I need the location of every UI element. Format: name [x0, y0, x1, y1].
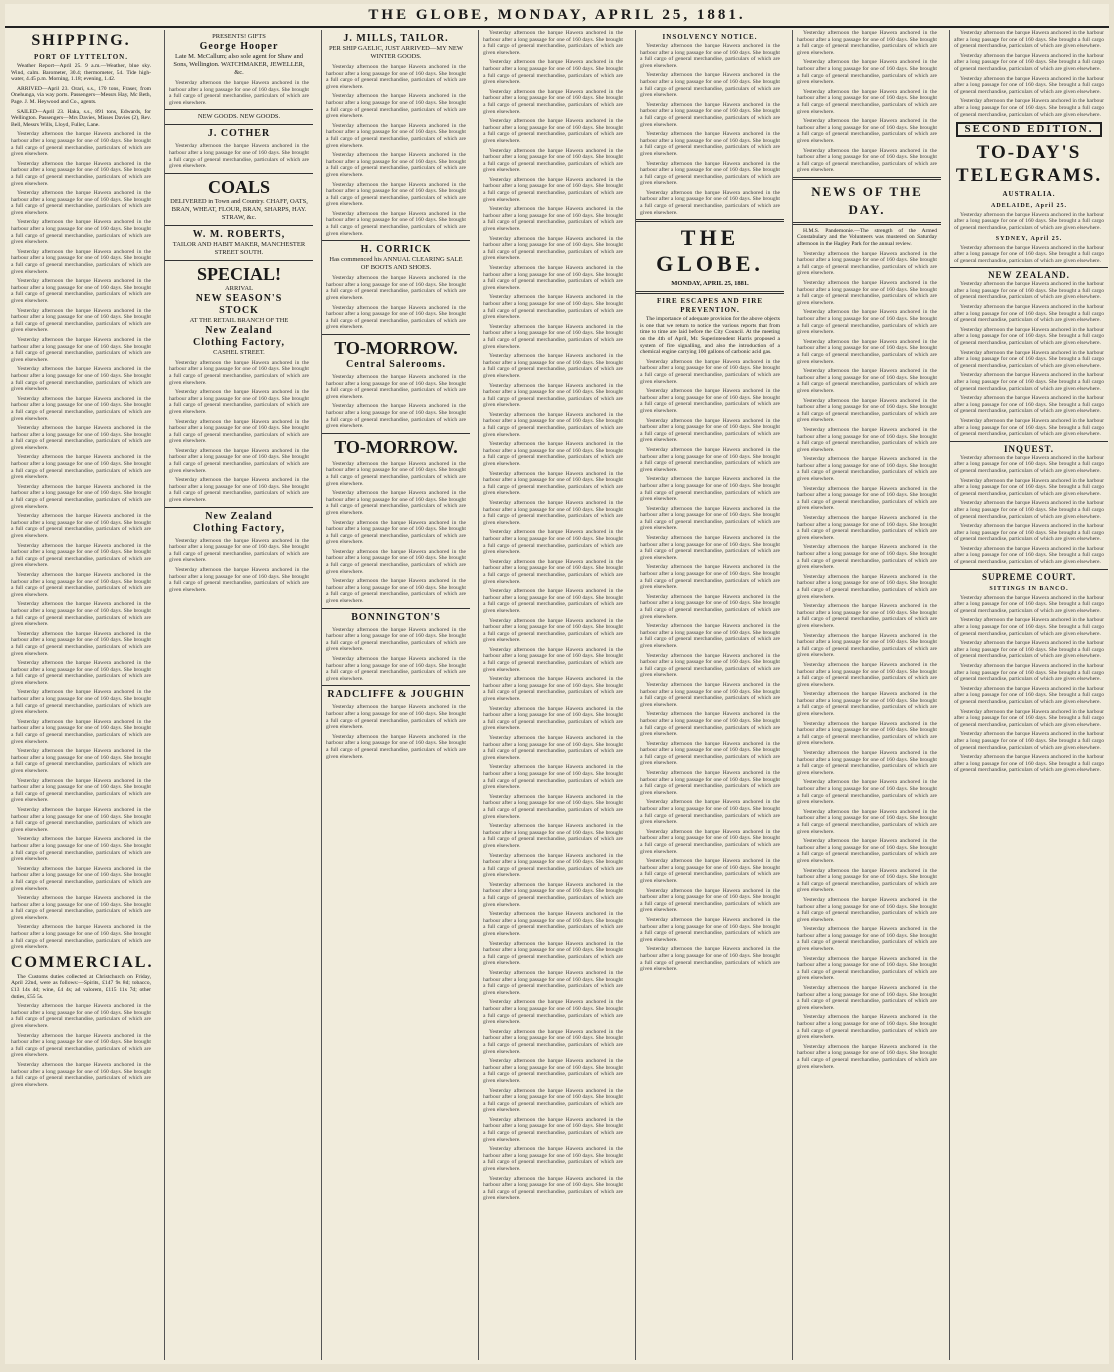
shipping-text: Yesterday afternoon the barque Hawera anchored in the harbour after a long passage for one of 160 days. She brought a full cargo of general merchandise, particulars of which are given elsewhere.: [11, 718, 151, 745]
hooper-name: George Hooper: [199, 41, 279, 52]
radcliffe-advert: RADCLIFFE & JOUGHIN: [322, 685, 470, 704]
news-text: H.M.S. Pandemonie.—The strength of the Armed Constabulary and the Volunteers was mustered on Saturday afternoon in the Hagley Park for the annual review.: [797, 227, 937, 248]
shipping-text: Yesterday afternoon the barque Hawera anchored in the harbour after a long passage for one of 160 days. She brought a full cargo of general merchandise, particulars of which are given elsewhere.: [11, 630, 151, 657]
column-5: INSOLVENCY NOTICE. Yesterday afternoon the barque Hawera anchored in the harbour after a long passage for one of 160 days. She brought a full cargo of general merchandise, particulars of which are given elsewhere. Yesterday afternoon the barque Hawera anchored in the harbour after a long passage for one of 160 days. She brought a full cargo of general merchandise, particulars of which are given elsewhere. Yesterday afternoon the barque Hawera anchored in the harbour after a long passage for one of 160 days. She brought a full cargo of general merchandise, particulars of which are given elsewhere. Yesterday afternoon the barque Hawera anchored in the harbour after a long passage for one of 160 days. She brought a full cargo of general merchandise, particulars of which are given elsewhere. Yesterday afternoon the barque Hawera anchored in the harbour after a long passage for one of 160 days. She brought a full cargo of general merchandise, particulars of which are given elsewhere. Yesterday afternoon the barque Hawera anchored in the harbour after a long passage for one of 160 days. She brought a full cargo of general merchandise, particulars of which are given elsewhere. THE GLOBE. MONDAY, APRIL 25, 1881. FIRE ESCAPES AND FIRE PREVENTION. The importance of adequate provision for the above objects is one that we return to notice the various reports that from time to time are laid before the City Council. At the meeting on the 4th of April, Mr. Superintendent Harris proposed a system of fire signalling, and also the introduction of a chemical engine carrying 100 gallons of carbonic acid gas. Yesterday afternoon the barque Hawera anchored in the harbour after a long passage for one of 160 days. She brought a full cargo of general merchandise, particulars of which are given elsewhere. Yesterday afternoon the barque Hawera anchored in the harbour after a long passage for one of 160 days. She brought a full cargo of general merchandise, particulars of which are given elsewhere. Yesterday afternoon the barque Hawera anchored in the harbour after a long passage for one of 160 days. She brought a full cargo of general merchandise, particulars of which are given elsewhere. Yesterday afternoon the barque Hawera anchored in the harbour after a long passage for one of 160 days. She brought a full cargo of general merchandise, particulars of which are given elsewhere. Yesterday afternoon the barque Hawera anchored in the harbour after a long passage for one of 160 days. She brought a full cargo of general merchandise, particulars of which are given elsewhere. Yesterday afternoon the barque Hawera anchored in the harbour after a long passage for one of 160 days. She brought a full cargo of general merchandise, particulars of which are given elsewhere. Yesterday afternoon the barque Hawera anchored in the harbour after a long passage for one of 160 days. She brought a full cargo of general merchandise, particulars of which are given elsewhere. Yesterday afternoon the barque Hawera anchored in the harbour after a long passage for one of 160 days. She brought a full cargo of general merchandise, particulars of which are given elsewhere. Yesterday afternoon the barque Hawera anchored in the harbour after a long passage for one of 160 days. She brought a full cargo of general merchandise, particulars of which are given elsewhere. Yesterday afternoon the barque Hawera anchored in the harbour after a long passage for one of 160 days. She brought a full cargo of general merchandise, particulars of which are given elsewhere. Yesterday afternoon the barque Hawera anchored in the harbour after a long passage for one of 160 days. She brought a full cargo of general merchandise, particulars of which are given elsewhere. Yesterday afternoon the barque Hawera anchored in the harbour after a long passage for one of 160 days. She brought a full cargo of general merchandise, particulars of which are given elsewhere. Yesterday afternoon the barque Hawera anchored in the harbour after a long passage for one of 160 days. She brought a full cargo of general merchandise, particulars of which are given elsewhere. Yesterday afternoon the barque Hawera anchored in the harbour after a long passage for one of 160 days. She brought a full cargo of general merchandise, particulars of which are given elsewhere. Yesterday afternoon the barque Hawera anchored in the harbour after a long passage for one of 160 days. She brought a full cargo of general merchandise, particulars of which are given elsewhere. Yesterday afternoon the barque Hawera anchored in the harbour after a long passage for one of 160 days. She brought a full cargo of general merchandise, particulars of which are given elsewhere. Yesterday afternoon the barque Hawera anchored in the harbour after a long passage for one of 160 days. She brought a full cargo of general merchandise, particulars of which are given elsewhere. Yesterday afternoon the barque Hawera anchored in the harbour after a long passage for one of 160 days. She brought a full cargo of general merchandise, particulars of which are given elsewhere. Yesterday afternoon the barque Hawera anchored in the harbour after a long passage for one of 160 days. She brought a full cargo of general merchandise, particulars of which are given elsewhere. Yesterday afternoon the barque Hawera anchored in the harbour after a long passage for one of 160 days. She brought a full cargo of general merchandise, particulars of which are given elsewhere. Yesterday afternoon the barque Hawera anchored in the harbour after a long passage for one of 160 days. She brought a full cargo of general merchandise, particulars of which are given elsewhere.: [635, 30, 784, 1360]
second-edition-heading: SECOND EDITION.: [956, 122, 1102, 137]
shipping-text: Yesterday afternoon the barque Hawera anchored in the harbour after a long passage for one of 160 days. She brought a full cargo of general merchandise, particulars of which are given elsewhere.: [11, 278, 151, 304]
insolvency-heading: INSOLVENCY NOTICE.: [662, 33, 758, 41]
paper-title: THE GLOBE.: [656, 225, 764, 277]
bonnington-advert: BONNINGTON'S: [322, 608, 470, 627]
clothing-factory-advert: SPECIAL! ARRIVAL NEW SEASON'S STOCK AT THE RETAIL BRANCH OF THE New Zealand Clothing Factory, CASHEL STREET.: [165, 260, 313, 360]
commercial-text: Yesterday afternoon the barque Hawera anchored in the harbour after a long passage for one of 160 days. She brought a full cargo of general merchandise, particulars of which are given elsewhere.: [11, 1032, 151, 1059]
mills-advert: J. MILLS, TAILOR. PER SHIP GAELIC, JUST ARRIVED—MY NEW WINTER GOODS.: [328, 33, 464, 60]
shipping-text: Yesterday afternoon the barque Hawera anchored in the harbour after a long passage for one of 160 days. She brought a full cargo of general merchandise, particulars of which are given elsewhere.: [11, 160, 151, 187]
shipping-text: Yesterday afternoon the barque Hawera anchored in the harbour after a long passage for one of 160 days. She brought a full cargo of general merchandise, particulars of which are given elsewhere.: [11, 190, 151, 216]
adelaide-dateline: ADELAIDE, April 25.: [990, 202, 1067, 209]
inquest-heading: INQUEST.: [1003, 443, 1055, 454]
australia-heading: AUSTRALIA.: [1002, 189, 1056, 198]
news-heading: NEWS OF THE DAY.: [811, 183, 923, 217]
sittings-heading: SITTINGS IN BANCO.: [989, 585, 1069, 592]
newspaper-page: [5, 4, 1109, 1364]
column-4: Yesterday afternoon the barque Hawera anchored in the harbour after a long passage for one of 160 days. She brought a full cargo of general merchandise, particulars of which are given elsewhere. Yesterday afternoon the barque Hawera anchored in the harbour after a long passage for one of 160 days. She brought a full cargo of general merchandise, particulars of which are given elsewhere. Yesterday afternoon the barque Hawera anchored in the harbour after a long passage for one of 160 days. She brought a full cargo of general merchandise, particulars of which are given elsewhere. Yesterday afternoon the barque Hawera anchored in the harbour after a long passage for one of 160 days. She brought a full cargo of general merchandise, particulars of which are given elsewhere. Yesterday afternoon the barque Hawera anchored in the harbour after a long passage for one of 160 days. She brought a full cargo of general merchandise, particulars of which are given elsewhere. Yesterday afternoon the barque Hawera anchored in the harbour after a long passage for one of 160 days. She brought a full cargo of general merchandise, particulars of which are given elsewhere. Yesterday afternoon the barque Hawera anchored in the harbour after a long passage for one of 160 days. She brought a full cargo of general merchandise, particulars of which are given elsewhere. Yesterday afternoon the barque Hawera anchored in the harbour after a long passage for one of 160 days. She brought a full cargo of general merchandise, particulars of which are given elsewhere. Yesterday afternoon the barque Hawera anchored in the harbour after a long passage for one of 160 days. She brought a full cargo of general merchandise, particulars of which are given elsewhere. Yesterday afternoon the barque Hawera anchored in the harbour after a long passage for one of 160 days. She brought a full cargo of general merchandise, particulars of which are given elsewhere. Yesterday afternoon the barque Hawera anchored in the harbour after a long passage for one of 160 days. She brought a full cargo of general merchandise, particulars of which are given elsewhere. Yesterday afternoon the barque Hawera anchored in the harbour after a long passage for one of 160 days. She brought a full cargo of general merchandise, particulars of which are given elsewhere. Yesterday afternoon the barque Hawera anchored in the harbour after a long passage for one of 160 days. She brought a full cargo of general merchandise, particulars of which are given elsewhere. Yesterday afternoon the barque Hawera anchored in the harbour after a long passage for one of 160 days. She brought a full cargo of general merchandise, particulars of which are given elsewhere. Yesterday afternoon the barque Hawera anchored in the harbour after a long passage for one of 160 days. She brought a full cargo of general merchandise, particulars of which are given elsewhere. Yesterday afternoon the barque Hawera anchored in the harbour after a long passage for one of 160 days. She brought a full cargo of general merchandise, particulars of which are given elsewhere. Yesterday afternoon the barque Hawera anchored in the harbour after a long passage for one of 160 days. She brought a full cargo of general merchandise, particulars of which are given elsewhere. Yesterday afternoon the barque Hawera anchored in the harbour after a long passage for one of 160 days. She brought a full cargo of general merchandise, particulars of which are given elsewhere. Yesterday afternoon the barque Hawera anchored in the harbour after a long passage for one of 160 days. She brought a full cargo of general merchandise, particulars of which are given elsewhere. Yesterday afternoon the barque Hawera anchored in the harbour after a long passage for one of 160 days. She brought a full cargo of general merchandise, particulars of which are given elsewhere. Yesterday afternoon the barque Hawera anchored in the harbour after a long passage for one of 160 days. She brought a full cargo of general merchandise, particulars of which are given elsewhere. Yesterday afternoon the barque Hawera anchored in the harbour after a long passage for one of 160 days. She brought a full cargo of general merchandise, particulars of which are given elsewhere. Yesterday afternoon the barque Hawera anchored in the harbour after a long passage for one of 160 days. She brought a full cargo of general merchandise, particulars of which are given elsewhere. Yesterday afternoon the barque Hawera anchored in the harbour after a long passage for one of 160 days. She brought a full cargo of general merchandise, particulars of which are given elsewhere. Yesterday afternoon the barque Hawera anchored in the harbour after a long passage for one of 160 days. She brought a full cargo of general merchandise, particulars of which are given elsewhere. Yesterday afternoon the barque Hawera anchored in the harbour after a long passage for one of 160 days. She brought a full cargo of general merchandise, particulars of which are given elsewhere. Yesterday afternoon the barque Hawera anchored in the harbour after a long passage for one of 160 days. She brought a full cargo of general merchandise, particulars of which are given elsewhere. Yesterday afternoon the barque Hawera anchored in the harbour after a long passage for one of 160 days. She brought a full cargo of general merchandise, particulars of which are given elsewhere. Yesterday afternoon the barque Hawera anchored in the harbour after a long passage for one of 160 days. She brought a full cargo of general merchandise, particulars of which are given elsewhere. Yesterday afternoon the barque Hawera anchored in the harbour after a long passage for one of 160 days. She brought a full cargo of general merchandise, particulars of which are given elsewhere. Yesterday afternoon the barque Hawera anchored in the harbour after a long passage for one of 160 days. She brought a full cargo of general merchandise, particulars of which are given elsewhere. Yesterday afternoon the barque Hawera anchored in the harbour after a long passage for one of 160 days. She brought a full cargo of general merchandise, particulars of which are given elsewhere. Yesterday afternoon the barque Hawera anchored in the harbour after a long passage for one of 160 days. She brought a full cargo of general merchandise, particulars of which are given elsewhere. Yesterday afternoon the barque Hawera anchored in the harbour after a long passage for one of 160 days. She brought a full cargo of general merchandise, particulars of which are given elsewhere. Yesterday afternoon the barque Hawera anchored in the harbour after a long passage for one of 160 days. She brought a full cargo of general merchandise, particulars of which are given elsewhere. Yesterday afternoon the barque Hawera anchored in the harbour after a long passage for one of 160 days. She brought a full cargo of general merchandise, particulars of which are given elsewhere. Yesterday afternoon the barque Hawera anchored in the harbour after a long passage for one of 160 days. She brought a full cargo of general merchandise, particulars of which are given elsewhere. Yesterday afternoon the barque Hawera anchored in the harbour after a long passage for one of 160 days. She brought a full cargo of general merchandise, particulars of which are given elsewhere. Yesterday afternoon the barque Hawera anchored in the harbour after a long passage for one of 160 days. She brought a full cargo of general merchandise, particulars of which are given elsewhere. Yesterday afternoon the barque Hawera anchored in the harbour after a long passage for one of 160 days. She brought a full cargo of general merchandise, particulars of which are given elsewhere.: [478, 30, 627, 1360]
arrived-report: ARRIVED—April 23. Orari, s.s., 170 tons, Fraser, from Onehunga, via way ports. Passengers—Messrs Hay, Mc Beth, Page. J. M. Heywood and Co., agents.: [11, 85, 151, 105]
commercial-text: The Customs duties collected at Christchurch on Friday, April 22nd, were as follows:—Spirits, £147 9s 8d; tobacco, £13 14s 4d; wine, £4 4s; ad valorem, £115 11s 7d; other duties, £55 5s.: [11, 973, 151, 1000]
weather-report: Weather Report—April 25. 9 a.m.—Weather, blue sky. Wind, calm. Barometer, 30.4; thermometer, 54. Tide high-water, 4.45 p.m. Morning, 1.18; evening, 1.42.: [11, 63, 151, 83]
shipping-text: Yesterday afternoon the barque Hawera anchored in the harbour after a long passage for one of 160 days. She brought a full cargo of general merchandise, particulars of which are given elsewhere.: [11, 483, 151, 510]
shipping-text: Yesterday afternoon the barque Hawera anchored in the harbour after a long passage for one of 160 days. She brought a full cargo of general merchandise, particulars of which are given elsewhere.: [11, 248, 151, 275]
shipping-text: Yesterday afternoon the barque Hawera anchored in the harbour after a long passage for one of 160 days. She brought a full cargo of general merchandise, particulars of which are given elsewhere.: [11, 601, 151, 628]
shipping-text: Yesterday afternoon the barque Hawera anchored in the harbour after a long passage for one of 160 days. She brought a full cargo of general merchandise, particulars of which are given elsewhere.: [11, 571, 151, 598]
clothing-factory-advert-2: New Zealand Clothing Factory,: [165, 507, 313, 538]
paper-date: MONDAY, APRIL 25, 1881.: [671, 280, 749, 288]
column-1: [7, 30, 155, 1360]
shipping-text: Yesterday afternoon the barque Hawera anchored in the harbour after a long passage for one of 160 days. She brought a full cargo of general merchandise, particulars of which are given elsewhere.: [11, 131, 151, 158]
shipping-text: Yesterday afternoon the barque Hawera anchored in the harbour after a long passage for one of 160 days. She brought a full cargo of general merchandise, particulars of which are given elsewhere.: [11, 513, 151, 539]
shipping-text: Yesterday afternoon the barque Hawera anchored in the harbour after a long passage for one of 160 days. She brought a full cargo of general merchandise, particulars of which are given elsewhere.: [11, 395, 151, 422]
shipping-text: Yesterday afternoon the barque Hawera anchored in the harbour after a long passage for one of 160 days. She brought a full cargo of general merchandise, particulars of which are given elsewhere.: [11, 425, 151, 451]
roberts-advert: W. M. ROBERTS, TAILOR AND HABIT MAKER, MANCHESTER STREET SOUTH.: [165, 225, 313, 260]
masthead-line: THE GLOBE, MONDAY, APRIL 25, 1881.: [368, 6, 746, 23]
shipping-text: Yesterday afternoon the barque Hawera anchored in the harbour after a long passage for one of 160 days. She brought a full cargo of general merchandise, particulars of which are given elsewhere.: [11, 336, 151, 363]
new-goods-advert: NEW GOODS. NEW GOODS.: [165, 109, 313, 124]
shipping-text: Yesterday afternoon the barque Hawera anchored in the harbour after a long passage for one of 160 days. She brought a full cargo of general merchandise, particulars of which are given elsewhere.: [11, 219, 151, 246]
corrick-advert: H. CORRICK Has commenced his ANNUAL CLEARING SALE OF BOOTS AND SHOES.: [322, 240, 470, 275]
port-heading: PORT OF LYTTELTON.: [34, 53, 128, 61]
shipping-text: Yesterday afternoon the barque Hawera anchored in the harbour after a long passage for one of 160 days. She brought a full cargo of general merchandise, particulars of which are given elsewhere.: [11, 366, 151, 393]
shipping-text: Yesterday afternoon the barque Hawera anchored in the harbour after a long passage for one of 160 days. She brought a full cargo of general merchandise, particulars of which are given elsewhere.: [11, 865, 151, 892]
shipping-text: Yesterday afternoon the barque Hawera anchored in the harbour after a long passage for one of 160 days. She brought a full cargo of general merchandise, particulars of which are given elsewhere.: [11, 454, 151, 481]
commercial-text: Yesterday afternoon the barque Hawera anchored in the harbour after a long passage for one of 160 days. She brought a full cargo of general merchandise, particulars of which are given elsewhere.: [11, 1061, 151, 1088]
shipping-text: Yesterday afternoon the barque Hawera anchored in the harbour after a long passage for one of 160 days. She brought a full cargo of general merchandise, particulars of which are given elsewhere.: [11, 806, 151, 833]
editorial-text: The importance of adequate provision for the above objects is one that we return to notice the various reports that from time to time are laid before the City Council. At the meeting on the 4th of April, Mr. Superintendent Harris proposed a system of fire signalling, and also the introduction of a chemical engine carrying 100 gallons of carbonic acid gas.: [640, 316, 780, 356]
shipping-text: Yesterday afternoon the barque Hawera anchored in the harbour after a long passage for one of 160 days. She brought a full cargo of general merchandise, particulars of which are given elsewhere.: [11, 689, 151, 716]
shipping-text: Yesterday afternoon the barque Hawera anchored in the harbour after a long passage for one of 160 days. She brought a full cargo of general merchandise, particulars of which are given elsewhere.: [11, 924, 151, 951]
shipping-heading: SHIPPING.: [31, 32, 131, 49]
masthead: [5, 4, 1109, 28]
hooper-advert: PRESENTS! GIFTS George Hooper Late M. McCallum; also sole agent for Shaw and Sons, Wellington. WATCHMAKER, JEWELLER, &c.: [165, 30, 313, 80]
cother-advert: J. COTHER: [165, 124, 313, 143]
coals-advert: COALS DELIVERED in Town and Country. CHAFF, OATS, BRAN, WHEAT, FLOUR, BRAN, SHARPS, HAY. STRAW, &c.: [165, 173, 313, 225]
column-2: PRESENTS! GIFTS George Hooper Late M. McCallum; also sole agent for Shaw and Sons, Wellington. WATCHMAKER, JEWELLER, &c. Yesterday afternoon the barque Hawera anchored in the harbour after a long passage for one of 160 days. She brought a full cargo of general merchandise, particulars of which are given elsewhere. NEW GOODS. NEW GOODS. J. COTHER Yesterday afternoon the barque Hawera anchored in the harbour after a long passage for one of 160 days. She brought a full cargo of general merchandise, particulars of which are given elsewhere. COALS DELIVERED in Town and Country. CHAFF, OATS, BRAN, WHEAT, FLOUR, BRAN, SHARPS, HAY. STRAW, &c. W. M. ROBERTS, TAILOR AND HABIT MAKER, MANCHESTER STREET SOUTH. SPECIAL! ARRIVAL NEW SEASON'S STOCK AT THE RETAIL BRANCH OF THE New Zealand Clothing Factory, CASHEL STREET. Yesterday afternoon the barque Hawera anchored in the harbour after a long passage for one of 160 days. She brought a full cargo of general merchandise, particulars of which are given elsewhere. Yesterday afternoon the barque Hawera anchored in the harbour after a long passage for one of 160 days. She brought a full cargo of general merchandise, particulars of which are given elsewhere. Yesterday afternoon the barque Hawera anchored in the harbour after a long passage for one of 160 days. She brought a full cargo of general merchandise, particulars of which are given elsewhere. Yesterday afternoon the barque Hawera anchored in the harbour after a long passage for one of 160 days. She brought a full cargo of general merchandise, particulars of which are given elsewhere. Yesterday afternoon the barque Hawera anchored in the harbour after a long passage for one of 160 days. She brought a full cargo of general merchandise, particulars of which are given elsewhere. New Zealand Clothing Factory, Yesterday afternoon the barque Hawera anchored in the harbour after a long passage for one of 160 days. She brought a full cargo of general merchandise, particulars of which are given elsewhere. Yesterday afternoon the barque Hawera anchored in the harbour after a long passage for one of 160 days. She brought a full cargo of general merchandise, particulars of which are given elsewhere.: [164, 30, 313, 1360]
editorial-heading: FIRE ESCAPES AND FIRE PREVENTION.: [657, 297, 763, 315]
tomorrow-sale-advert-2: TO-MORROW.: [322, 433, 470, 461]
shipping-text: Yesterday afternoon the barque Hawera anchored in the harbour after a long passage for one of 160 days. She brought a full cargo of general merchandise, particulars of which are given elsewhere.: [11, 748, 151, 774]
supreme-court-heading: SUPREME COURT.: [981, 571, 1077, 582]
tomorrow-sale-advert: TO-MORROW. Central Salerooms.: [322, 334, 470, 374]
commercial-text: Yesterday afternoon the barque Hawera anchored in the harbour after a long passage for one of 160 days. She brought a full cargo of general merchandise, particulars of which are given elsewhere.: [11, 1003, 151, 1029]
column-6: Yesterday afternoon the barque Hawera anchored in the harbour after a long passage for one of 160 days. She brought a full cargo of general merchandise, particulars of which are given elsewhere. Yesterday afternoon the barque Hawera anchored in the harbour after a long passage for one of 160 days. She brought a full cargo of general merchandise, particulars of which are given elsewhere. Yesterday afternoon the barque Hawera anchored in the harbour after a long passage for one of 160 days. She brought a full cargo of general merchandise, particulars of which are given elsewhere. Yesterday afternoon the barque Hawera anchored in the harbour after a long passage for one of 160 days. She brought a full cargo of general merchandise, particulars of which are given elsewhere. Yesterday afternoon the barque Hawera anchored in the harbour after a long passage for one of 160 days. She brought a full cargo of general merchandise, particulars of which are given elsewhere. NEWS OF THE DAY. H.M.S. Pandemonie.—The strength of the Armed Constabulary and the Volunteers was mustered on Saturday afternoon in the Hagley Park for the annual review. Yesterday afternoon the barque Hawera anchored in the harbour after a long passage for one of 160 days. She brought a full cargo of general merchandise, particulars of which are given elsewhere. Yesterday afternoon the barque Hawera anchored in the harbour after a long passage for one of 160 days. She brought a full cargo of general merchandise, particulars of which are given elsewhere. Yesterday afternoon the barque Hawera anchored in the harbour after a long passage for one of 160 days. She brought a full cargo of general merchandise, particulars of which are given elsewhere. Yesterday afternoon the barque Hawera anchored in the harbour after a long passage for one of 160 days. She brought a full cargo of general merchandise, particulars of which are given elsewhere. Yesterday afternoon the barque Hawera anchored in the harbour after a long passage for one of 160 days. She brought a full cargo of general merchandise, particulars of which are given elsewhere. Yesterday afternoon the barque Hawera anchored in the harbour after a long passage for one of 160 days. She brought a full cargo of general merchandise, particulars of which are given elsewhere. Yesterday afternoon the barque Hawera anchored in the harbour after a long passage for one of 160 days. She brought a full cargo of general merchandise, particulars of which are given elsewhere. Yesterday afternoon the barque Hawera anchored in the harbour after a long passage for one of 160 days. She brought a full cargo of general merchandise, particulars of which are given elsewhere. Yesterday afternoon the barque Hawera anchored in the harbour after a long passage for one of 160 days. She brought a full cargo of general merchandise, particulars of which are given elsewhere. Yesterday afternoon the barque Hawera anchored in the harbour after a long passage for one of 160 days. She brought a full cargo of general merchandise, particulars of which are given elsewhere. Yesterday afternoon the barque Hawera anchored in the harbour after a long passage for one of 160 days. She brought a full cargo of general merchandise, particulars of which are given elsewhere. Yesterday afternoon the barque Hawera anchored in the harbour after a long passage for one of 160 days. She brought a full cargo of general merchandise, particulars of which are given elsewhere. Yesterday afternoon the barque Hawera anchored in the harbour after a long passage for one of 160 days. She brought a full cargo of general merchandise, particulars of which are given elsewhere. Yesterday afternoon the barque Hawera anchored in the harbour after a long passage for one of 160 days. She brought a full cargo of general merchandise, particulars of which are given elsewhere. Yesterday afternoon the barque Hawera anchored in the harbour after a long passage for one of 160 days. She brought a full cargo of general merchandise, particulars of which are given elsewhere. Yesterday afternoon the barque Hawera anchored in the harbour after a long passage for one of 160 days. She brought a full cargo of general merchandise, particulars of which are given elsewhere. Yesterday afternoon the barque Hawera anchored in the harbour after a long passage for one of 160 days. She brought a full cargo of general merchandise, particulars of which are given elsewhere. Yesterday afternoon the barque Hawera anchored in the harbour after a long passage for one of 160 days. She brought a full cargo of general merchandise, particulars of which are given elsewhere. Yesterday afternoon the barque Hawera anchored in the harbour after a long passage for one of 160 days. She brought a full cargo of general merchandise, particulars of which are given elsewhere. Yesterday afternoon the barque Hawera anchored in the harbour after a long passage for one of 160 days. She brought a full cargo of general merchandise, particulars of which are given elsewhere. Yesterday afternoon the barque Hawera anchored in the harbour after a long passage for one of 160 days. She brought a full cargo of general merchandise, particulars of which are given elsewhere. Yesterday afternoon the barque Hawera anchored in the harbour after a long passage for one of 160 days. She brought a full cargo of general merchandise, particulars of which are given elsewhere. Yesterday afternoon the barque Hawera anchored in the harbour after a long passage for one of 160 days. She brought a full cargo of general merchandise, particulars of which are given elsewhere. Yesterday afternoon the barque Hawera anchored in the harbour after a long passage for one of 160 days. She brought a full cargo of general merchandise, particulars of which are given elsewhere. Yesterday afternoon the barque Hawera anchored in the harbour after a long passage for one of 160 days. She brought a full cargo of general merchandise, particulars of which are given elsewhere. Yesterday afternoon the barque Hawera anchored in the harbour after a long passage for one of 160 days. She brought a full cargo of general merchandise, particulars of which are given elsewhere. Yesterday afternoon the barque Hawera anchored in the harbour after a long passage for one of 160 days. She brought a full cargo of general merchandise, particulars of which are given elsewhere. Yesterday afternoon the barque Hawera anchored in the harbour after a long passage for one of 160 days. She brought a full cargo of general merchandise, particulars of which are given elsewhere.: [792, 30, 941, 1360]
commercial-heading: COMMERCIAL.: [11, 953, 154, 971]
todays-heading: TO-DAY'S: [976, 141, 1082, 163]
shipping-text: Yesterday afternoon the barque Hawera anchored in the harbour after a long passage for one of 160 days. She brought a full cargo of general merchandise, particulars of which are given elsewhere.: [11, 777, 151, 804]
shipping-text: Yesterday afternoon the barque Hawera anchored in the harbour after a long passage for one of 160 days. She brought a full cargo of general merchandise, particulars of which are given elsewhere.: [11, 307, 151, 334]
sailed-report: SAILED—April 23. Haka, s.s., 891 tons, Edwards, for Wellington. Passengers—Mrs Davies, Misses Davies (2), Rev. Bell, Messrs Wills, Lloyd, Fuller, Lane.: [11, 108, 151, 128]
shipping-text: Yesterday afternoon the barque Hawera anchored in the harbour after a long passage for one of 160 days. She brought a full cargo of general merchandise, particulars of which are given elsewhere.: [11, 895, 151, 921]
shipping-text: Yesterday afternoon the barque Hawera anchored in the harbour after a long passage for one of 160 days. She brought a full cargo of general merchandise, particulars of which are given elsewhere.: [11, 836, 151, 863]
sydney-dateline: SYDNEY, April 25.: [995, 235, 1063, 242]
telegrams-heading: TELEGRAMS.: [955, 164, 1103, 186]
new-zealand-heading: NEW ZEALAND.: [988, 270, 1070, 281]
column-3: J. MILLS, TAILOR. PER SHIP GAELIC, JUST ARRIVED—MY NEW WINTER GOODS. Yesterday afternoon the barque Hawera anchored in the harbour after a long passage for one of 160 days. She brought a full cargo of general merchandise, particulars of which are given elsewhere. Yesterday afternoon the barque Hawera anchored in the harbour after a long passage for one of 160 days. She brought a full cargo of general merchandise, particulars of which are given elsewhere. Yesterday afternoon the barque Hawera anchored in the harbour after a long passage for one of 160 days. She brought a full cargo of general merchandise, particulars of which are given elsewhere. Yesterday afternoon the barque Hawera anchored in the harbour after a long passage for one of 160 days. She brought a full cargo of general merchandise, particulars of which are given elsewhere. Yesterday afternoon the barque Hawera anchored in the harbour after a long passage for one of 160 days. She brought a full cargo of general merchandise, particulars of which are given elsewhere. Yesterday afternoon the barque Hawera anchored in the harbour after a long passage for one of 160 days. She brought a full cargo of general merchandise, particulars of which are given elsewhere. H. CORRICK Has commenced his ANNUAL CLEARING SALE OF BOOTS AND SHOES. Yesterday afternoon the barque Hawera anchored in the harbour after a long passage for one of 160 days. She brought a full cargo of general merchandise, particulars of which are given elsewhere. Yesterday afternoon the barque Hawera anchored in the harbour after a long passage for one of 160 days. She brought a full cargo of general merchandise, particulars of which are given elsewhere. TO-MORROW. Central Salerooms. Yesterday afternoon the barque Hawera anchored in the harbour after a long passage for one of 160 days. She brought a full cargo of general merchandise, particulars of which are given elsewhere. Yesterday afternoon the barque Hawera anchored in the harbour after a long passage for one of 160 days. She brought a full cargo of general merchandise, particulars of which are given elsewhere. TO-MORROW. Yesterday afternoon the barque Hawera anchored in the harbour after a long passage for one of 160 days. She brought a full cargo of general merchandise, particulars of which are given elsewhere. Yesterday afternoon the barque Hawera anchored in the harbour after a long passage for one of 160 days. She brought a full cargo of general merchandise, particulars of which are given elsewhere. Yesterday afternoon the barque Hawera anchored in the harbour after a long passage for one of 160 days. She brought a full cargo of general merchandise, particulars of which are given elsewhere. Yesterday afternoon the barque Hawera anchored in the harbour after a long passage for one of 160 days. She brought a full cargo of general merchandise, particulars of which are given elsewhere. Yesterday afternoon the barque Hawera anchored in the harbour after a long passage for one of 160 days. She brought a full cargo of general merchandise, particulars of which are given elsewhere. BONNINGTON'S Yesterday afternoon the barque Hawera anchored in the harbour after a long passage for one of 160 days. She brought a full cargo of general merchandise, particulars of which are given elsewhere. Yesterday afternoon the barque Hawera anchored in the harbour after a long passage for one of 160 days. She brought a full cargo of general merchandise, particulars of which are given elsewhere. RADCLIFFE & JOUGHIN Yesterday afternoon the barque Hawera anchored in the harbour after a long passage for one of 160 days. She brought a full cargo of general merchandise, particulars of which are given elsewhere. Yesterday afternoon the barque Hawera anchored in the harbour after a long passage for one of 160 days. She brought a full cargo of general merchandise, particulars of which are given elsewhere.: [321, 30, 470, 1360]
shipping-text: Yesterday afternoon the barque Hawera anchored in the harbour after a long passage for one of 160 days. She brought a full cargo of general merchandise, particulars of which are given elsewhere.: [11, 542, 151, 569]
shipping-text: Yesterday afternoon the barque Hawera anchored in the harbour after a long passage for one of 160 days. She brought a full cargo of general merchandise, particulars of which are given elsewhere.: [11, 660, 151, 686]
column-7: Yesterday afternoon the barque Hawera anchored in the harbour after a long passage for one of 160 days. She brought a full cargo of general merchandise, particulars of which are given elsewhere. Yesterday afternoon the barque Hawera anchored in the harbour after a long passage for one of 160 days. She brought a full cargo of general merchandise, particulars of which are given elsewhere. Yesterday afternoon the barque Hawera anchored in the harbour after a long passage for one of 160 days. She brought a full cargo of general merchandise, particulars of which are given elsewhere. Yesterday afternoon the barque Hawera anchored in the harbour after a long passage for one of 160 days. She brought a full cargo of general merchandise, particulars of which are given elsewhere. SECOND EDITION. TO-DAY'S TELEGRAMS. AUSTRALIA. ADELAIDE, April 25. Yesterday afternoon the barque Hawera anchored in the harbour after a long passage for one of 160 days. She brought a full cargo of general merchandise, particulars of which are given elsewhere. SYDNEY, April 25. Yesterday afternoon the barque Hawera anchored in the harbour after a long passage for one of 160 days. She brought a full cargo of general merchandise, particulars of which are given elsewhere. NEW ZEALAND. Yesterday afternoon the barque Hawera anchored in the harbour after a long passage for one of 160 days. She brought a full cargo of general merchandise, particulars of which are given elsewhere. Yesterday afternoon the barque Hawera anchored in the harbour after a long passage for one of 160 days. She brought a full cargo of general merchandise, particulars of which are given elsewhere. Yesterday afternoon the barque Hawera anchored in the harbour after a long passage for one of 160 days. She brought a full cargo of general merchandise, particulars of which are given elsewhere. Yesterday afternoon the barque Hawera anchored in the harbour after a long passage for one of 160 days. She brought a full cargo of general merchandise, particulars of which are given elsewhere. Yesterday afternoon the barque Hawera anchored in the harbour after a long passage for one of 160 days. She brought a full cargo of general merchandise, particulars of which are given elsewhere. Yesterday afternoon the barque Hawera anchored in the harbour after a long passage for one of 160 days. She brought a full cargo of general merchandise, particulars of which are given elsewhere. Yesterday afternoon the barque Hawera anchored in the harbour after a long passage for one of 160 days. She brought a full cargo of general merchandise, particulars of which are given elsewhere. INQUEST. Yesterday afternoon the barque Hawera anchored in the harbour after a long passage for one of 160 days. She brought a full cargo of general merchandise, particulars of which are given elsewhere. Yesterday afternoon the barque Hawera anchored in the harbour after a long passage for one of 160 days. She brought a full cargo of general merchandise, particulars of which are given elsewhere. Yesterday afternoon the barque Hawera anchored in the harbour after a long passage for one of 160 days. She brought a full cargo of general merchandise, particulars of which are given elsewhere. Yesterday afternoon the barque Hawera anchored in the harbour after a long passage for one of 160 days. She brought a full cargo of general merchandise, particulars of which are given elsewhere. Yesterday afternoon the barque Hawera anchored in the harbour after a long passage for one of 160 days. She brought a full cargo of general merchandise, particulars of which are given elsewhere. SUPREME COURT. SITTINGS IN BANCO. Yesterday afternoon the barque Hawera anchored in the harbour after a long passage for one of 160 days. She brought a full cargo of general merchandise, particulars of which are given elsewhere. Yesterday afternoon the barque Hawera anchored in the harbour after a long passage for one of 160 days. She brought a full cargo of general merchandise, particulars of which are given elsewhere. Yesterday afternoon the barque Hawera anchored in the harbour after a long passage for one of 160 days. She brought a full cargo of general merchandise, particulars of which are given elsewhere. Yesterday afternoon the barque Hawera anchored in the harbour after a long passage for one of 160 days. She brought a full cargo of general merchandise, particulars of which are given elsewhere. Yesterday afternoon the barque Hawera anchored in the harbour after a long passage for one of 160 days. She brought a full cargo of general merchandise, particulars of which are given elsewhere. Yesterday afternoon the barque Hawera anchored in the harbour after a long passage for one of 160 days. She brought a full cargo of general merchandise, particulars of which are given elsewhere. Yesterday afternoon the barque Hawera anchored in the harbour after a long passage for one of 160 days. She brought a full cargo of general merchandise, particulars of which are given elsewhere. Yesterday afternoon the barque Hawera anchored in the harbour after a long passage for one of 160 days. She brought a full cargo of general merchandise, particulars of which are given elsewhere.: [949, 30, 1108, 1360]
